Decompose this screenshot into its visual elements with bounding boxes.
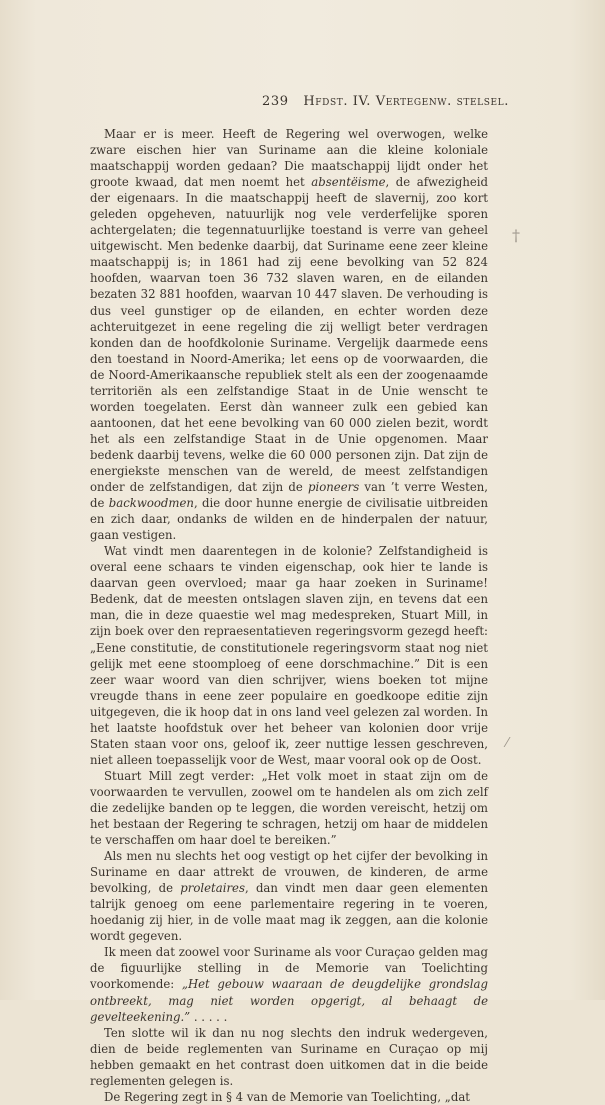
text-run: Ik meen dat zoowel voor Suriname als voor Curaçao gelden mag de figuurlijke stelling in de Memorie van Toelichting voorkomende: (90, 945, 488, 992)
margin-mark: † (512, 226, 520, 245)
paragraph (90, 543, 488, 768)
text-run: , die door hunne energie de civilisatie uitbreiden en zich daar, ondanks de wilden en de hinderpalen der natuur, gaan vestigen. (90, 496, 488, 543)
text-run: . . . . . (190, 1009, 228, 1024)
text-run: , dan vindt men daar geen elementen talrijk genoeg om eene parlementaire regering in te voeren, hoedanig zij hier, in de volle maat mag ik zeggen, aan die kolonie wordt gegeven. (90, 881, 488, 944)
text-run: van ’t verre Westen, de (90, 480, 488, 511)
paragraph (90, 1089, 488, 1105)
page-number: 239 (262, 94, 289, 109)
text-run: Ten slotte wil ik dan nu nog slechts den indruk wedergeven, dien de beide reglementen van Suriname en Curaçao op mij hebben gemaakt en het contrast doen uitkomen dat in die beide reglementen gelegen is. (90, 1025, 488, 1088)
text-run: De Regering zegt in § 4 van de Memorie van Toelichting, „dat (104, 1089, 470, 1104)
text-run: Wat vindt men daarentegen in de kolonie? Zelfstandigheid is overal eene schaars te vinden eigenschap, ook hier te lande is daarvan geen overvloed; maar ga haar zoeken in Suriname! Bedenk, dat de meesten ontslagen slaven zijn, en tevens dat een man, die in deze quaestie wel mag medespreken, Stuart Mill, in zijn boek over den repraesentatieven regeringsvorm gezegd heeft: „Eene constitutie, de constitutionele regeringsvorm staat nog niet gelijk met eene stoomploeg of eene dorschmachine.” Dit is een zeer waar woord van dien schrijver, wiens boeken tot mijne vreugde thans in eene zeer populaire en goedkoope editie zijn uitgegeven, die ik hoop dat in ons land veel gelezen zal worden. In het laatste hoofdstuk over het beheer van kolonien door vrije Staten staan voor ons, geloof ik, zeer nuttige lessen geschreven, niet alleen toepasselijk voor de West, maar vooral ook op de Oost. (90, 544, 488, 767)
italic-run: proletaires (180, 881, 245, 896)
body-text (90, 126, 488, 1105)
paragraph (90, 1025, 488, 1089)
italic-run: absentëisme (311, 175, 386, 190)
paragraph (90, 126, 488, 543)
text-run: Stuart Mill zegt verder: „Het volk moet in staat zijn om de voorwaarden te vervullen, zoowel om te handelen als om zich zelf die zedelijke banden op te leggen, die worden vereischt, hetzij om het bestaan der Regering te schragen, hetzij om haar de middelen te verschaffen om haar doel te bereiken.” (90, 768, 488, 848)
text-run: Als men nu slechts het oog vestigt op het cijfer der bevolking in Suriname en daar attrekt de vrouwen, de kinderen, de arme bevolking, de (90, 849, 488, 896)
margin-mark: ⁄ (506, 736, 509, 751)
italic-run: pioneers (308, 480, 360, 495)
paragraph (90, 944, 488, 1024)
chapter-title: Hfdst. IV. Vertegenw. stelsel. (303, 94, 509, 109)
paragraph (90, 848, 488, 944)
italic-run: backwoodmen (108, 496, 194, 511)
italic-run: „Het gebouw waaraan de deugdelijke grondslag ontbreekt, mag niet worden opgerigt, al behaagt de gevelteekening.” (90, 977, 488, 1024)
running-header (262, 94, 512, 109)
text-run: Maar er is meer. Heeft de Regering wel overwogen, welke zware eischen hier van Suriname aan die kleine koloniale maatschappij worden gedaan? Die maatschappij lijdt onder het groote kwaad, dat men noemt het (90, 127, 488, 190)
paragraph (90, 768, 488, 848)
text-run: , de afwezigheid der eigenaars. In die maatschappij heeft de slavernij, zoo kort geleden opgeheven, natuurlijk nog vele verderfelijke sporen achtergelaten; die tegennatuurlijke toestand is verre van geheel uitgewischt. Men bedenke daarbij, dat Suriname eene zeer kleine maatschappij is; in 1861 had zij eene bevolking van 52 824 hoofden, waarvan toen 36 732 slaven waren, en de eilanden bezaten 32 881 hoofden, waarvan 10 447 slaven. De verhouding is dus veel gunstiger op de eilanden, en echter worden deze achteruitgezet in eene regeling die zij welligt beter verdragen konden dan de hoofdkolonie Suriname. Vergelijk daarmede eens den toestand in Noord-Amerika; let eens op de voorwaarden, die de Noord-Amerikaansche republiek stelt als een der zoogenaamde territoriën als een zelfstandige Staat in de Unie wenscht te worden toegelaten. Eerst dàn wanneer zulk een gebied kan aantoonen, dat het eene bevolking van 60 000 zielen bezit, wordt het als een zelfstandige Staat in de Unie opgenomen. Maar bedenk daarbij tevens, welke die 60 000 personen zijn. Dat zijn de energiekste menschen van de wereld, de meest zelfstandigen onder de zelfstandigen, dat zijn de (90, 175, 488, 495)
